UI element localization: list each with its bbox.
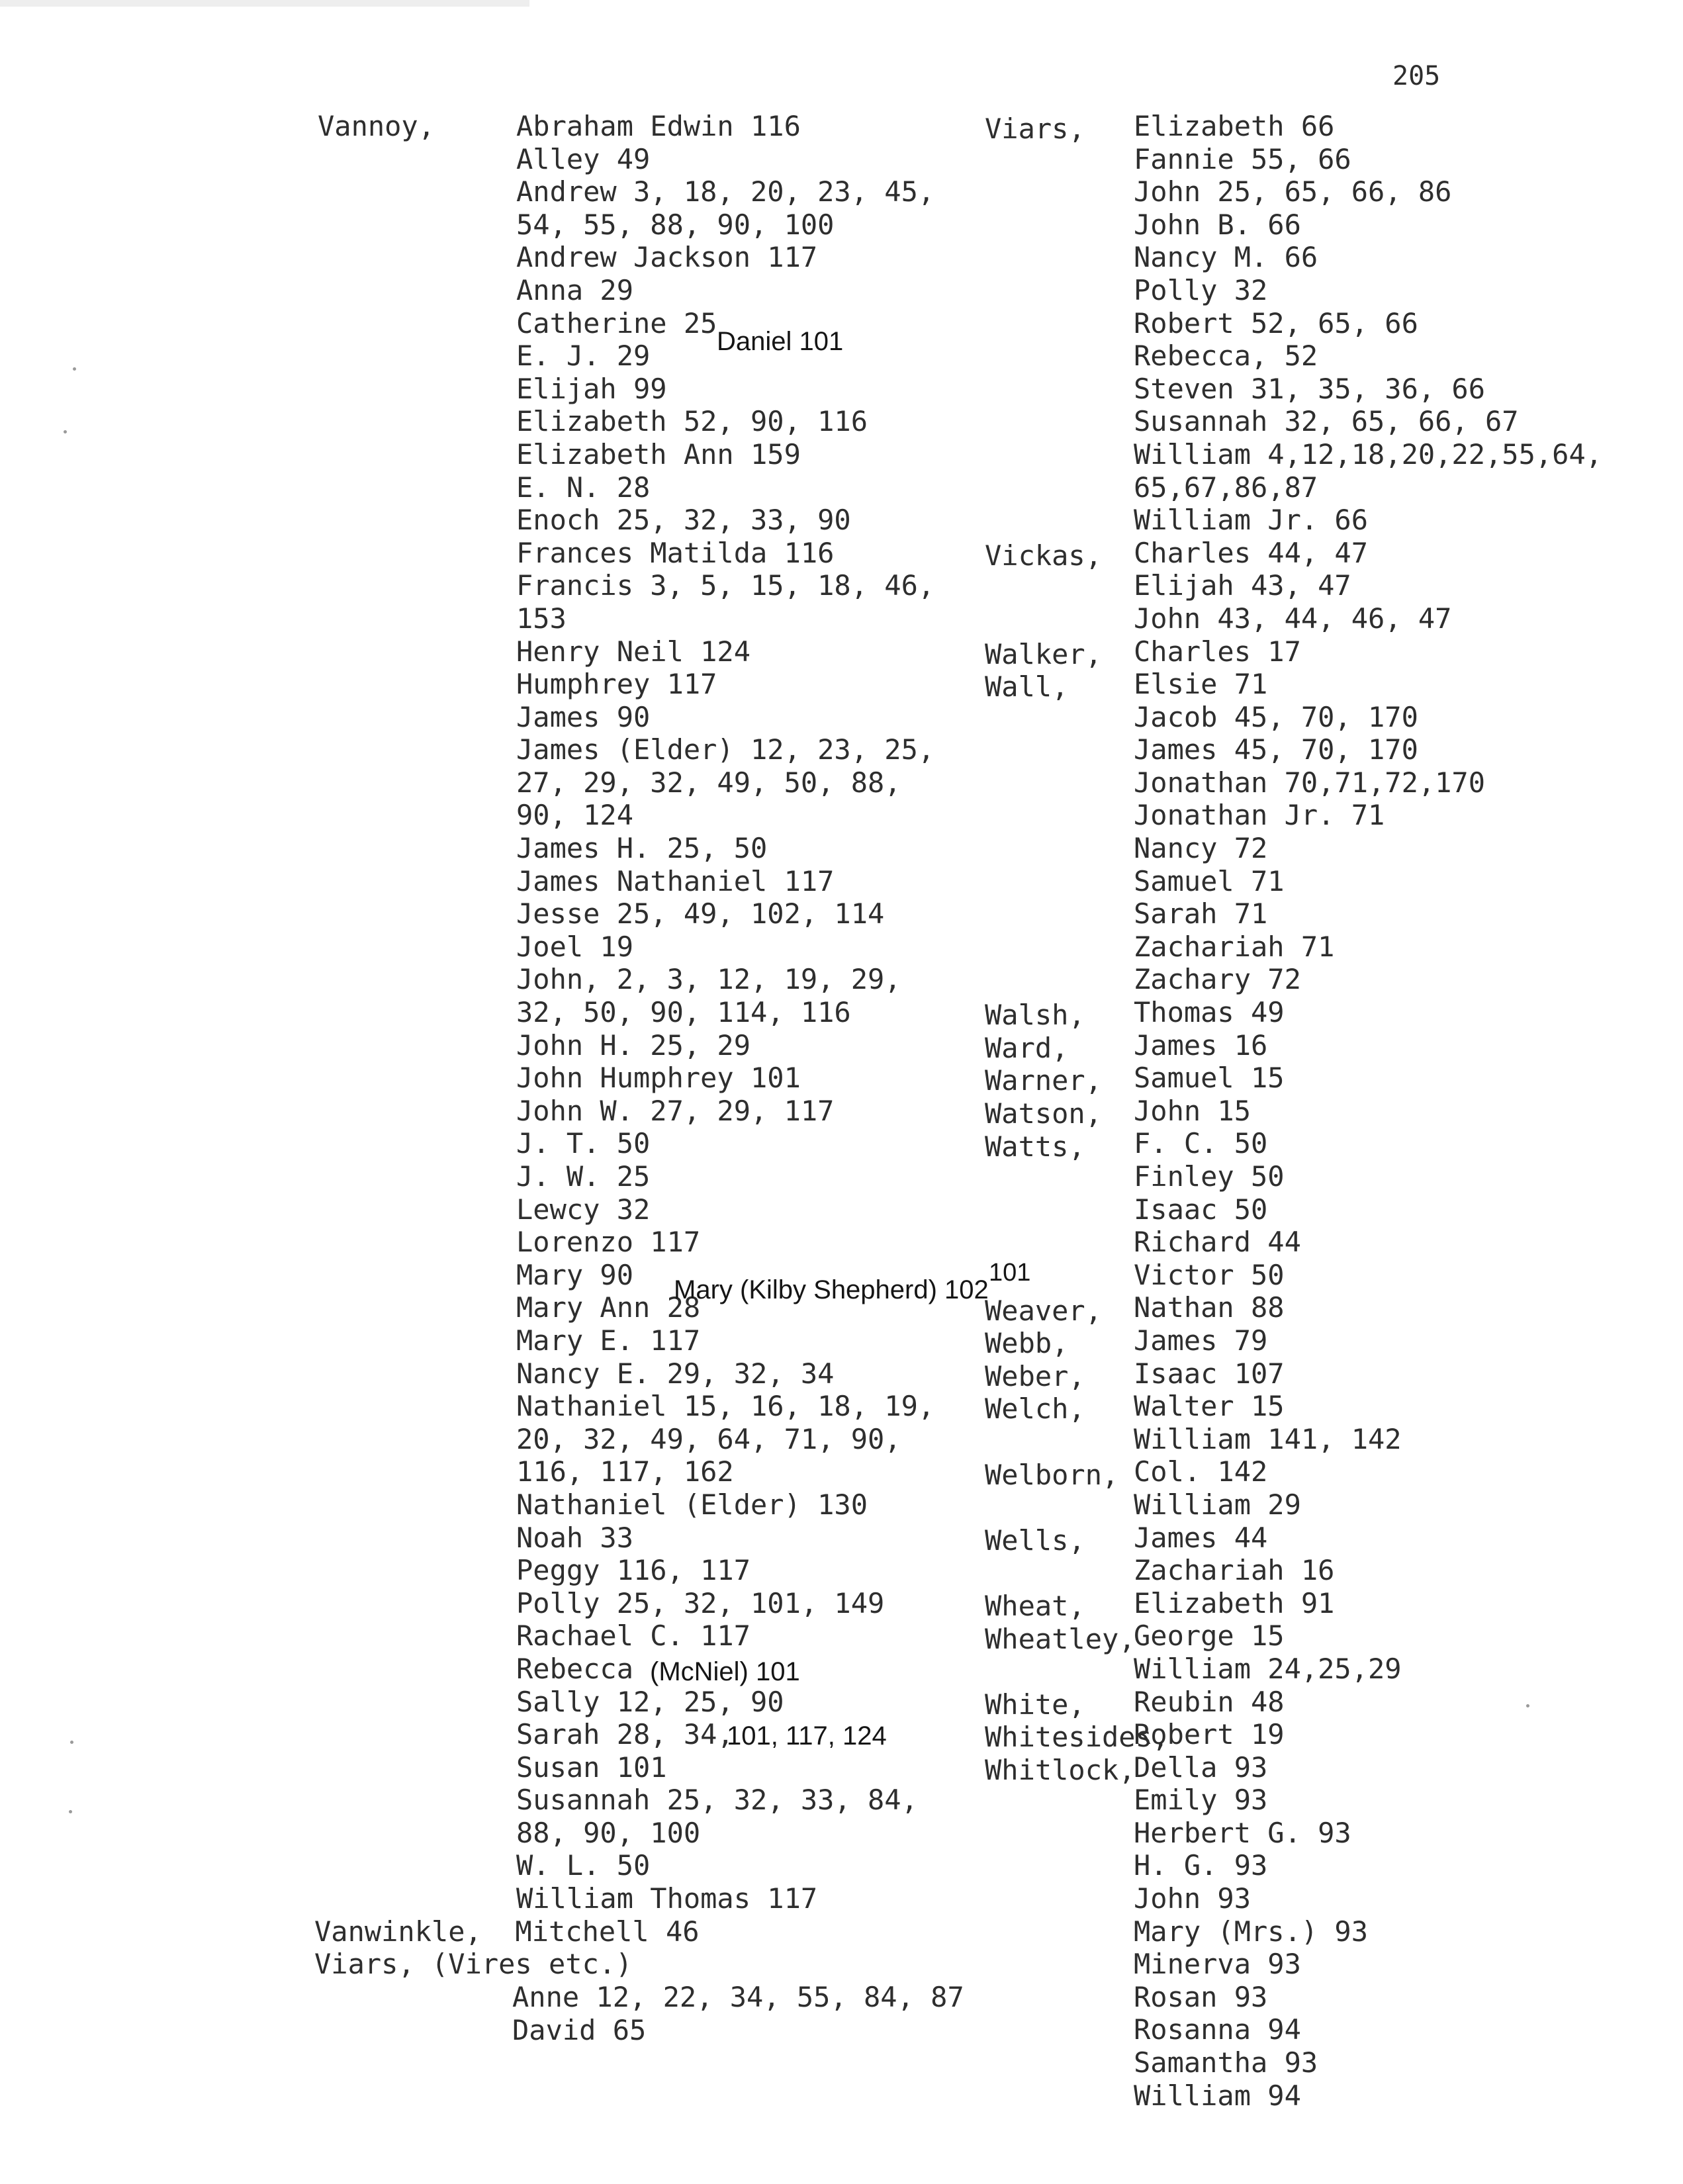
index-entry: Samuel 15 [1134,1062,1285,1095]
index-entry: William Thomas 117 [516,1882,818,1915]
scan-edge [0,0,529,7]
handwritten-rebecca-mcniel: (McNiel) 101 [650,1657,800,1686]
index-entry: Joel 19 [516,930,634,963]
index-entry: W. L. 50 [516,1849,651,1882]
index-entry: Polly 32 [1134,273,1268,306]
index-entry: Anne 12, 22, 34, 55, 84, 87 [512,1981,964,2013]
index-entry: Elijah 43, 47 [1134,569,1351,602]
index-entry: Finley 50 [1134,1160,1285,1193]
index-entry: Elizabeth Ann 159 [516,437,801,471]
index-entry: Herbert G. 93 [1134,1816,1351,1849]
index-entry: William 4,12,18,20,22,55,64, [1134,437,1603,471]
index-entry: John 15 [1134,1094,1251,1127]
scan-speck [64,430,67,433]
index-entry: Alley 49 [516,142,651,175]
index-entry: Thomas 49 [1134,996,1285,1029]
index-entry: 54, 55, 88, 90, 100 [516,208,835,241]
index-entry: Humphrey 117 [516,668,717,701]
index-entry: Samantha 93 [1134,2046,1318,2079]
index-entry: F. C. 50 [1134,1127,1268,1160]
index-entry: 116, 117, 162 [516,1455,734,1488]
index-entry: Jonathan 70,71,72,170 [1134,766,1486,799]
index-entry: William 29 [1134,1488,1301,1521]
viars-entries [512,1981,964,2046]
surname-heading: Wheat, [985,1590,1085,1622]
index-entry: James (Elder) 12, 23, 25, [516,733,935,766]
index-entry: Abraham Edwin 116 [516,110,801,142]
index-entry: John Humphrey 101 [516,1062,801,1095]
index-entry: Susannah 32, 65, 66, 67 [1134,405,1519,438]
index-entry: Isaac 50 [1134,1193,1268,1226]
index-entry: E. J. 29 [516,340,651,373]
surname-heading: Walker, [985,637,1103,670]
scan-speck [70,1741,73,1744]
index-entry: Rosan 93 [1134,1980,1268,2013]
index-entry: James H. 25, 50 [516,832,768,865]
handwritten-daniel: Daniel 101 [717,327,844,356]
surname-heading: Watts, [985,1130,1085,1163]
scan-speck [69,1810,72,1813]
index-entry: 20, 32, 49, 64, 71, 90, [516,1422,901,1455]
index-entry: J. W. 25 [516,1160,651,1193]
index-entry: John B. 66 [1134,208,1301,241]
surname-heading: Vickas, [985,539,1103,572]
surname-heading: Viars, [985,113,1085,145]
index-entry: James 79 [1134,1324,1268,1357]
index-entry: Mary (Mrs.) 93 [1134,1915,1369,1948]
page-number: 205 [1392,61,1441,91]
index-entry: Lorenzo 117 [516,1226,701,1259]
index-entry: Enoch 25, 32, 33, 90 [516,504,851,537]
index-entry: Polly 25, 32, 101, 149 [516,1586,885,1619]
index-entry: Minerva 93 [1134,1948,1301,1981]
surname-viars-vires: Viars, (Vires etc.) [314,1948,633,1980]
index-entry: Isaac 107 [1134,1357,1285,1390]
index-entry: Samuel 71 [1134,864,1285,897]
index-entry: Susannah 25, 32, 33, 84, [516,1784,918,1817]
index-entry: Mary E. 117 [516,1324,701,1357]
index-entry: James 16 [1134,1028,1268,1062]
index-entry: Rachael C. 117 [516,1619,751,1653]
handwritten-mary-kilby: Mary (Kilby Shepherd) 102 [674,1275,989,1304]
index-entry: Emily 93 [1134,1784,1268,1817]
index-entry: Andrew 3, 18, 20, 23, 45, [516,175,935,208]
index-entry: Nancy 72 [1134,832,1268,865]
index-entry: Charles 44, 47 [1134,536,1369,569]
index-entry: Elizabeth 91 [1134,1586,1335,1619]
index-entry: William 94 [1134,2079,1301,2112]
index-entry: Nathaniel 15, 16, 18, 19, [516,1390,935,1423]
index-entry: Nathaniel (Elder) 130 [516,1488,868,1521]
right-entries [1134,110,1602,2112]
index-entry: Robert 52, 65, 66 [1134,306,1418,340]
index-entry: Nathan 88 [1134,1291,1285,1324]
index-entry: 27, 29, 32, 49, 50, 88, [516,766,901,799]
index-entry: David 65 [512,2013,647,2046]
index-entry: Rebecca, 52 [1134,340,1318,373]
surname-heading: Wall, [985,670,1069,704]
index-entry: Elijah 99 [516,372,667,405]
index-entry: Robert 19 [1134,1718,1285,1751]
index-entry: William 141, 142 [1134,1422,1402,1455]
handwritten-sarah-additions: 101, 117, 124 [727,1721,887,1751]
index-entry: Nancy E. 29, 32, 34 [516,1357,835,1390]
index-entry: Steven 31, 35, 36, 66 [1134,372,1486,405]
index-entry: H. G. 93 [1134,1849,1268,1882]
index-entry: Peggy 116, 117 [516,1554,751,1587]
surname-heading: Watson, [985,1097,1103,1130]
index-entry: Nancy M. 66 [1134,241,1318,274]
index-entry: Rebecca [516,1652,634,1685]
index-entry: John, 2, 3, 12, 19, 29, [516,963,901,996]
index-entry: J. T. 50 [516,1127,651,1160]
handwritten-mary-kilby-overlap: 101 [989,1259,1031,1287]
index-entry: Zachary 72 [1134,963,1301,996]
index-entry: Susan 101 [516,1751,667,1784]
index-entry: James 90 [516,700,651,733]
index-entry: John 43, 44, 46, 47 [1134,602,1452,635]
surname-heading: Whitlock, [985,1754,1136,1786]
index-entry: Reubin 48 [1134,1685,1285,1718]
surname-heading: Wells, [985,1524,1085,1557]
index-entry: Zachariah 71 [1134,930,1335,963]
vannoy-entries [516,110,934,1915]
surname-heading: Wheatley, [985,1622,1136,1655]
index-entry: Elsie 71 [1134,668,1268,701]
surname-heading: Walsh, [985,999,1085,1032]
index-entry: Zachariah 16 [1134,1554,1335,1587]
index-entry: Anna 29 [516,273,634,306]
surname-heading: Welborn, [985,1458,1119,1491]
index-entry: Fannie 55, 66 [1134,142,1351,175]
surname-vanwinkle: Vanwinkle, Mitchell 46 [314,1915,700,1948]
index-entry: Catherine 25 [516,306,717,340]
index-entry: Lewcy 32 [516,1193,651,1226]
index-entry: James Nathaniel 117 [516,864,835,897]
index-entry: Frances Matilda 116 [516,536,835,569]
index-entry: Mary Ann 28 [516,1291,701,1324]
index-entry: 90, 124 [516,799,634,832]
index-entry: Elizabeth 52, 90, 116 [516,405,868,438]
index-entry: John 25, 65, 66, 86 [1134,175,1452,208]
index-entry: James 44 [1134,1521,1268,1554]
index-entry: Sarah 28, 34, [516,1718,734,1751]
index-entry: George 15 [1134,1619,1285,1653]
index-entry: 65,67,86,87 [1134,471,1318,504]
scan-speck [73,367,76,371]
index-entry: Col. 142 [1134,1455,1268,1488]
index-entry: 153 [516,602,567,635]
surname-vannoy: Vannoy, [318,110,435,142]
index-entry: Noah 33 [516,1521,634,1554]
surname-heading: White, [985,1688,1085,1721]
scan-speck [1526,1704,1529,1707]
index-entry: Jonathan Jr. 71 [1134,799,1385,832]
surname-heading: Weaver, [985,1294,1103,1327]
surname-heading: Welch, [985,1392,1085,1426]
index-entry: Elizabeth 66 [1134,110,1335,142]
surname-heading: Weber, [985,1359,1085,1392]
surname-heading: Webb, [985,1327,1069,1360]
index-entry: Rosanna 94 [1134,2013,1301,2046]
surname-heading: Warner, [985,1064,1103,1097]
index-entry: Jesse 25, 49, 102, 114 [516,897,885,931]
surname-heading: Ward, [985,1031,1069,1064]
index-entry: Sarah 71 [1134,897,1268,931]
index-entry: William Jr. 66 [1134,504,1369,537]
index-entry: Walter 15 [1134,1390,1285,1423]
index-entry: Jacob 45, 70, 170 [1134,700,1418,733]
index-entry: John W. 27, 29, 117 [516,1094,835,1127]
index-entry: Francis 3, 5, 15, 18, 46, [516,569,935,602]
index-entry: Victor 50 [1134,1258,1285,1291]
index-entry: Charles 17 [1134,635,1301,668]
index-entry: John 93 [1134,1882,1251,1915]
surname-heading: Whitesides, [985,1721,1169,1754]
index-entry: 88, 90, 100 [516,1816,701,1849]
index-entry: William 24,25,29 [1134,1652,1402,1685]
index-entry: Della 93 [1134,1751,1268,1784]
index-entry: Mary 90 [516,1258,634,1291]
index-entry: Sally 12, 25, 90 [516,1685,784,1718]
index-entry: Henry Neil 124 [516,635,751,668]
index-entry: Richard 44 [1134,1226,1301,1259]
index-entry: John H. 25, 29 [516,1028,751,1062]
index-entry: Andrew Jackson 117 [516,241,818,274]
index-entry: 32, 50, 90, 114, 116 [516,996,851,1029]
index-entry: E. N. 28 [516,471,651,504]
index-entry: James 45, 70, 170 [1134,733,1418,766]
